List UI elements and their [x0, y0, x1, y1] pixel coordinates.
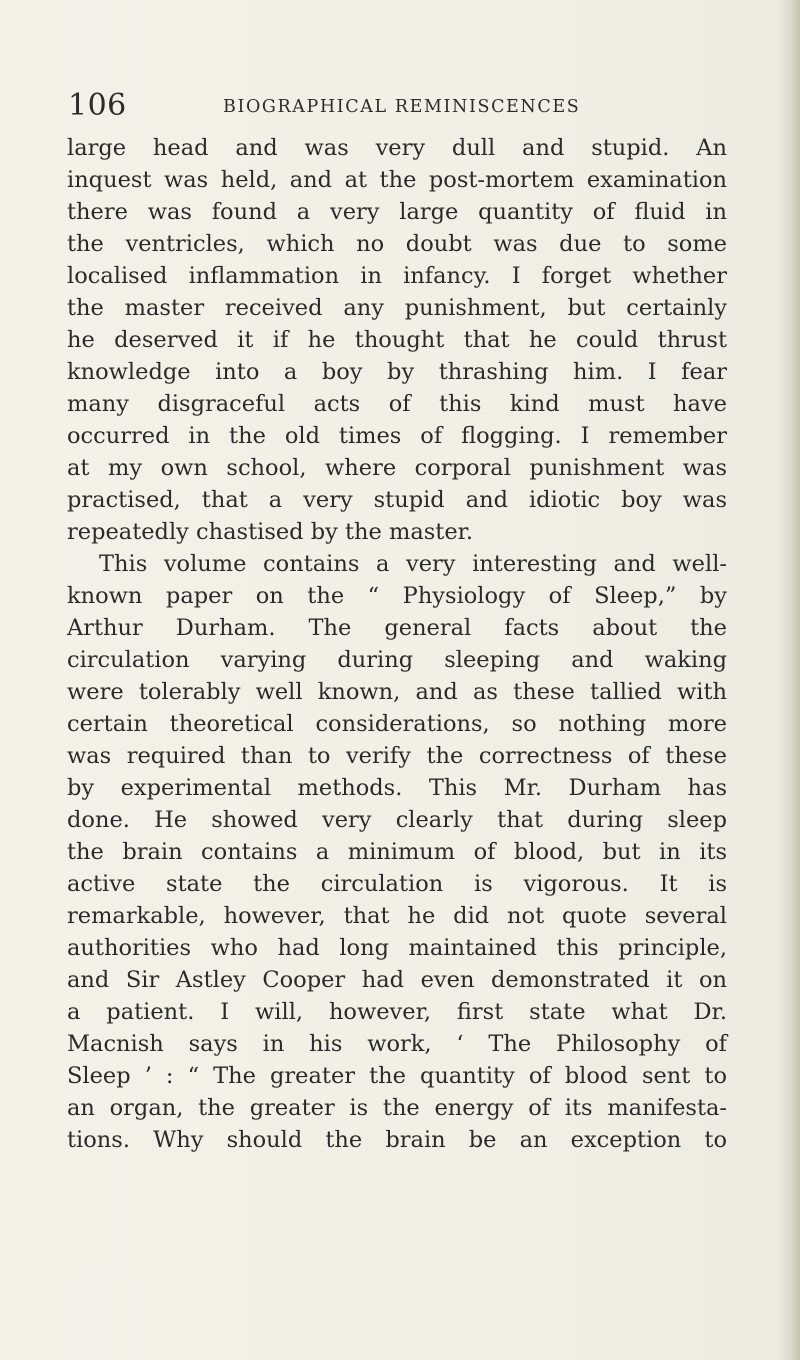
text-line: the ventricles, which no doubt was due to some [67, 231, 727, 257]
text-line: by experimental methods. This Mr. Durham has [67, 775, 727, 801]
text-line: repeatedly chastised by the master. [67, 519, 474, 545]
text-line: tions. Why should the brain be an exception to [67, 1127, 727, 1153]
text-line: This volume contains a very interesting and well- [99, 551, 727, 577]
text-line: done. He showed very clearly that during sleep [67, 807, 727, 833]
text-line: there was found a very large quantity of fluid in [67, 199, 727, 225]
text-line: active state the circulation is vigorous. It is [67, 871, 727, 897]
text-line: Macnish says in his work, ‘ The Philosophy of [67, 1031, 727, 1057]
page-edge-shadow [778, 0, 800, 1360]
text-line: a patient. I will, however, first state what Dr. [67, 999, 727, 1025]
text-line: Arthur Durham. The general facts about the [67, 615, 727, 641]
text-line: certain theoretical considerations, so nothing more [67, 711, 727, 737]
body-text [67, 132, 727, 1156]
text-line: the master received any punishment, but certainly [67, 295, 727, 321]
text-line: were tolerably well known, and as these tallied with [67, 679, 727, 705]
text-line: he deserved it if he thought that he could thrust [67, 327, 727, 353]
text-line: many disgraceful acts of this kind must have [67, 391, 727, 417]
text-line: an organ, the greater is the energy of its manifesta- [67, 1095, 727, 1121]
text-line: Sleep ’ : “ The greater the quantity of blood sent to [67, 1063, 727, 1089]
text-line: was required than to verify the correctness of these [67, 743, 727, 769]
text-line: and Sir Astley Cooper had even demonstrated it on [67, 967, 727, 993]
text-line: circulation varying during sleeping and waking [67, 647, 727, 673]
running-header [68, 88, 708, 128]
text-line: localised inflammation in infancy. I forget whether [67, 263, 727, 289]
text-line: knowledge into a boy by thrashing him. I fear [67, 359, 727, 385]
text-line: practised, that a very stupid and idiotic boy was [67, 487, 727, 513]
text-line: at my own school, where corporal punishment was [67, 455, 727, 481]
text-line: remarkable, however, that he did not quote several [67, 903, 727, 929]
text-line: inquest was held, and at the post-mortem examination [67, 167, 727, 193]
text-line: known paper on the “ Physiology of Sleep,” by [67, 583, 727, 609]
running-title: BIOGRAPHICAL REMINISCENCES [223, 97, 581, 117]
text-line: the brain contains a minimum of blood, but in its [67, 839, 727, 865]
text-line: occurred in the old times of flogging. I remember [67, 423, 727, 449]
page-number: 106 [68, 88, 127, 123]
text-line: authorities who had long maintained this principle, [67, 935, 727, 961]
text-line: large head and was very dull and stupid. An [67, 135, 727, 161]
